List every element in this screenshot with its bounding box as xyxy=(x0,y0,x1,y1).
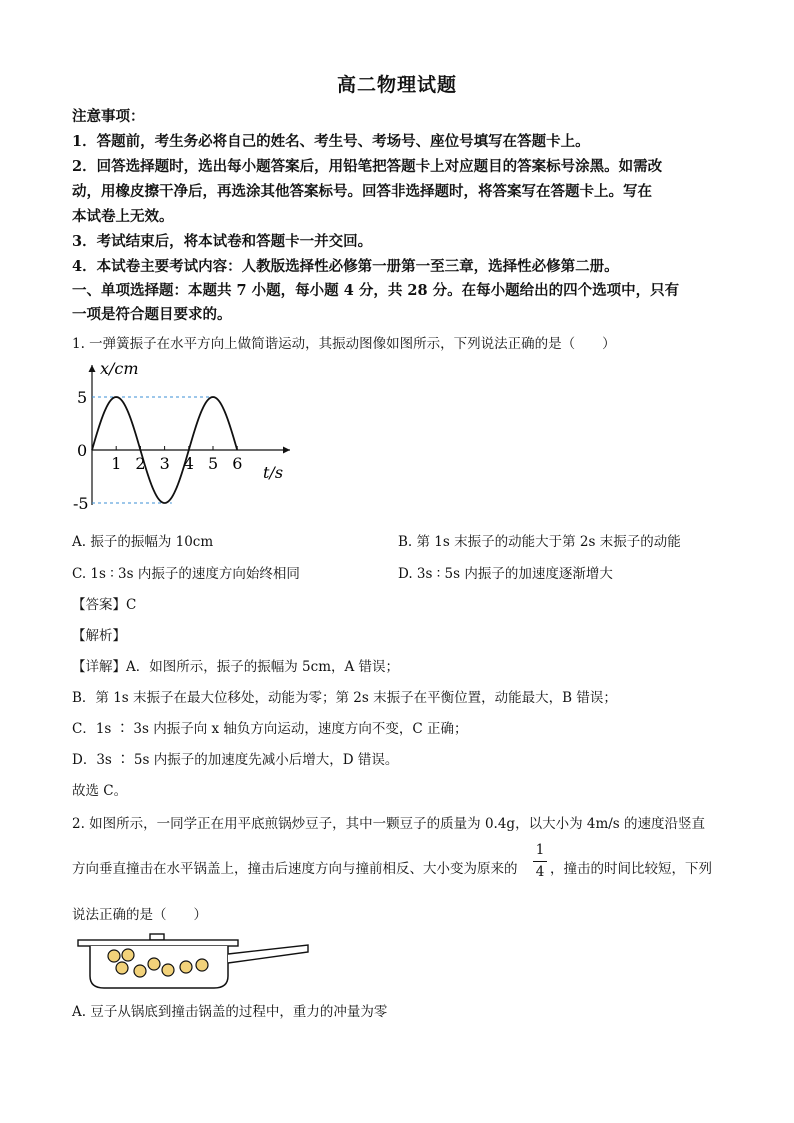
q1-analysis-tag: 【解析】 xyxy=(72,628,126,644)
y-tick-label: 0 xyxy=(77,441,88,460)
y-axis-label: x/cm xyxy=(100,359,139,378)
notice-item-2-end: 本试卷上无效。 xyxy=(72,208,174,225)
bean xyxy=(108,950,120,962)
x-tick-label: 5 xyxy=(208,454,219,473)
y-tick-label: 5 xyxy=(77,388,88,407)
bean xyxy=(180,961,192,973)
q1-detail-a: 【详解】A．如图所示，振子的振幅为 5cm，A 错误； xyxy=(72,659,400,675)
fraction-denominator: 4 xyxy=(535,864,545,880)
section-heading: 一、单项选择题：本题共 7 小题，每小题 4 分，共 28 分。在每小题给出的四个选项中，只有 xyxy=(72,282,680,299)
q1-answer: 【答案】C xyxy=(72,597,137,613)
section-heading-cont: 一项是符合题目要求的。 xyxy=(72,306,232,323)
page-title: 高二物理试题 xyxy=(336,74,457,96)
pan-handle xyxy=(228,945,308,963)
notice-item-2-cont: 动，用橡皮擦干净后，再选涂其他答案标号。回答非选择题时，将答案写在答题卡上。写在 xyxy=(72,183,652,200)
fraction-bar xyxy=(533,861,547,862)
bean xyxy=(148,958,160,970)
question-2-stem-line-3: 说法正确的是（ ） xyxy=(72,907,207,923)
q1-detail-d: D．3s ∶ 5s 内振子的加速度先减小后增大，D 错误。 xyxy=(72,752,399,768)
x-tick-label: 1 xyxy=(111,454,122,473)
q1-conclusion: 故选 C。 xyxy=(72,783,128,799)
bean xyxy=(162,964,174,976)
notice-item-3: 3．考试结束后，将本试卷和答题卡一并交回。 xyxy=(72,233,373,250)
q1-detail-c: C．1s ∶ 3s 内振子向 x 轴负方向运动，速度方向不变，C 正确； xyxy=(72,721,468,737)
question-2-stem-line-2b: ，撞击的时间比较短，下列 xyxy=(550,861,712,877)
notice-item-1: 1．答题前，考生务必将自己的姓名、考生号、考场号、座位号填写在答题卡上。 xyxy=(72,133,590,150)
y-tick-label: -5 xyxy=(73,494,89,513)
x-axis-label: t/s xyxy=(263,463,284,482)
bean xyxy=(134,965,146,977)
bean xyxy=(122,949,134,961)
pan-lid xyxy=(78,940,238,946)
fraction-numerator: 1 xyxy=(535,842,545,858)
x-tick-label: 6 xyxy=(232,454,243,473)
bean xyxy=(196,959,208,971)
notice-heading: 注意事项： xyxy=(72,108,145,125)
bean xyxy=(116,962,128,974)
question-2-stem-line-2a: 方向垂直撞击在水平锅盖上，撞击后速度方向与撞前相反、大小变为原来的 xyxy=(72,861,518,877)
q1-option-c: C. 1s ∶ 3s 内振子的速度方向始终相同 xyxy=(72,566,300,582)
question-1-stem: 1. 一弹簧振子在水平方向上做简谐运动，其振动图像如图所示，下列说法正确的是（ ） xyxy=(72,336,616,352)
q1-option-d: D. 3s ∶ 5s 内振子的加速度逐渐增大 xyxy=(398,566,613,582)
notice-item-2: 2．回答选择题时，选出每小题答案后，用铅笔把答题卡上对应题目的答案标号涂黑。如需改 xyxy=(72,158,663,175)
x-tick-label: 4 xyxy=(183,454,194,473)
question-2-stem-line-1: 2. 如图所示，一同学正在用平底煎锅炒豆子，其中一颗豆子的质量为 0.4g，以大小为 4m/s 的速度沿竖直 xyxy=(72,816,706,832)
q1-detail-b: B．第 1s 末振子在最大位移处，动能为零；第 2s 末振子在平衡位置，动能最大，B 错误； xyxy=(72,690,617,706)
lid-knob xyxy=(150,934,164,940)
frying-pan-illustration xyxy=(72,930,312,995)
notice-item-4: 4．本试卷主要考试内容：人教版选择性必修第一册第一至三章，选择性必修第二册。 xyxy=(72,258,619,275)
oscillation-graph xyxy=(70,355,310,520)
q1-option-a: A. 振子的振幅为 10cm xyxy=(72,534,214,550)
q1-option-b: B. 第 1s 末振子的动能大于第 2s 末振子的动能 xyxy=(398,534,681,550)
q2-option-a: A. 豆子从锅底到撞击锅盖的过程中，重力的冲量为零 xyxy=(72,1004,388,1020)
x-tick-label: 2 xyxy=(135,454,146,473)
x-tick-label: 3 xyxy=(159,454,170,473)
